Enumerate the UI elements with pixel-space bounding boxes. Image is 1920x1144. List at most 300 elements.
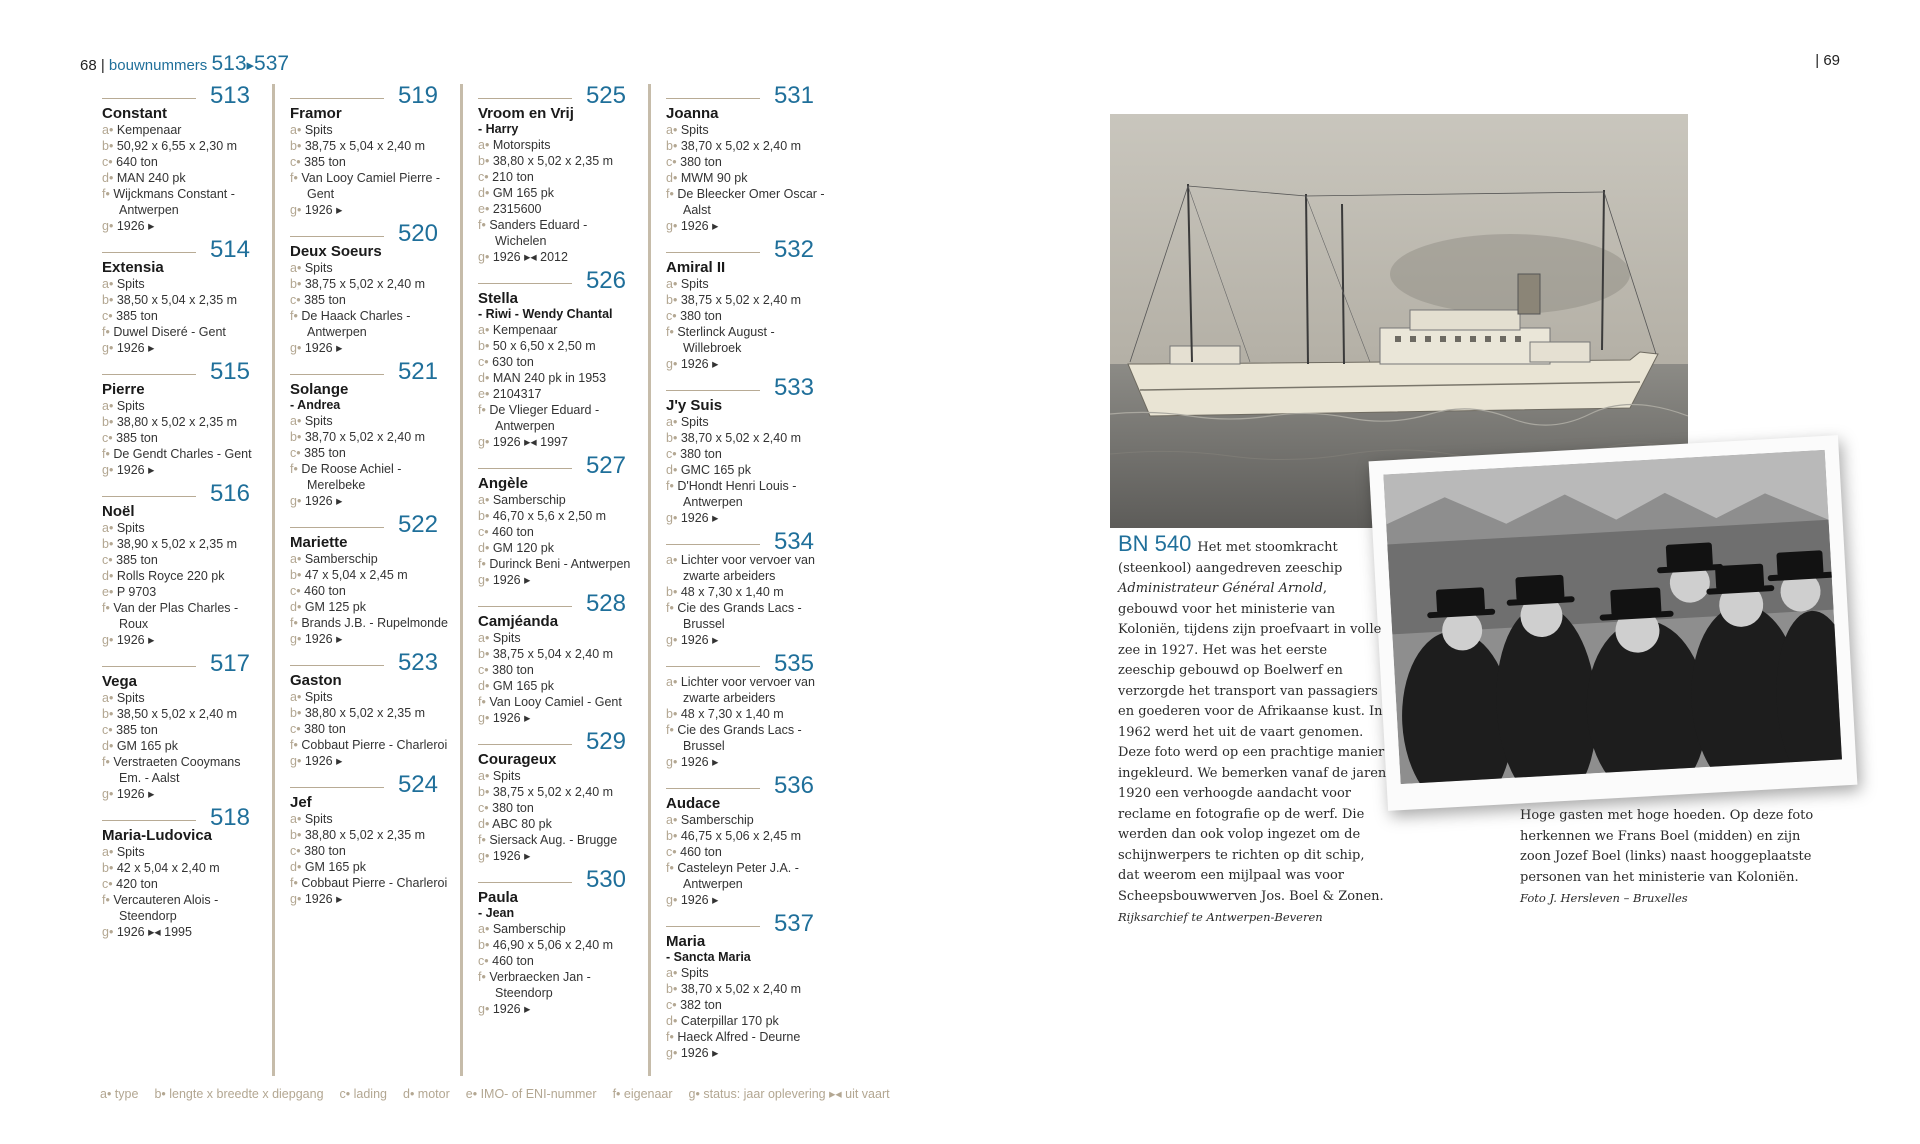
guests-caption-credit: Foto J. Hersleven – Bruxelles	[1520, 891, 1688, 905]
attribute-key: g•	[290, 203, 302, 217]
attribute-key: b•	[666, 293, 678, 307]
entry-rule	[666, 926, 760, 927]
ship-attribute	[102, 218, 262, 234]
attribute-value: 1926 ▸	[680, 219, 719, 233]
attribute-key: a•	[666, 675, 678, 689]
attribute-key: c•	[666, 447, 677, 461]
build-number: 520	[397, 220, 438, 247]
entry-header	[478, 866, 638, 893]
ship-attribute	[666, 340, 826, 356]
attribute-key: b•	[478, 647, 490, 661]
ship-attribute	[478, 508, 638, 524]
caption-text-2: , gebouwd voor het ministerie van Koloniën, tijdens zijn proefvaart in volle zee in 1927. Het was het eerste zeeschip gebouwd op Boelwerf en verzorgde het transport van passagiers en goederen voor de Afrikaanse kust. In 1962 werd het uit de vaart genomen. Deze foto werd op een prachtige manier ingekleurd. We bemerken vanaf de jaren 1920 een verhoogde aandacht voor reclame en fotografie op de werf. Die werden dan ook volop ingezet om de schijnwerpers te richten op dit schip, dat weerom een mijlpaal was voor Scheepsbouwwerven Jos. Boel & Zonen.	[1118, 581, 1387, 904]
attribute-value: GM 165 pk	[492, 679, 554, 693]
attribute-value: 46,75 x 5,06 x 2,45 m	[680, 829, 802, 843]
attribute-value: 38,70 x 5,02 x 2,40 m	[680, 982, 802, 996]
ship-attribute	[290, 583, 450, 599]
ship-attribute	[666, 616, 826, 632]
ship-attribute	[666, 584, 826, 600]
attribute-key: g•	[666, 219, 678, 233]
attribute-key: a•	[666, 277, 678, 291]
entry-rule	[478, 744, 572, 745]
entry-header	[478, 452, 638, 479]
attribute-value: 1926 ▸	[492, 573, 531, 587]
attribute-key: f•	[666, 479, 674, 493]
ship-name: Maria	[666, 933, 706, 950]
build-number: 536	[773, 772, 814, 799]
attribute-value: 460 ton	[304, 584, 346, 598]
attribute-key: b•	[666, 707, 678, 721]
entry-rule	[666, 252, 760, 253]
attribute-value: GM 125 pk	[304, 600, 366, 614]
attribute-value: 46,90 x 5,06 x 2,40 m	[492, 938, 614, 952]
attribute-value: 2315600	[492, 202, 542, 216]
ship-name: Amiral II	[666, 259, 726, 276]
ship-alias: - Jean	[478, 906, 515, 920]
attribute-key: g•	[478, 250, 490, 264]
attribute-value: 38,80 x 5,02 x 2,35 m	[304, 828, 426, 842]
ship-attribute	[102, 276, 262, 292]
ship-entry	[478, 84, 638, 265]
attribute-value: 380 ton	[680, 155, 722, 169]
attribute-value: 1926 ▸	[116, 341, 155, 355]
entry-rule	[478, 98, 572, 99]
attribute-value: 1926 ▸	[304, 754, 343, 768]
ship-attribute	[290, 186, 450, 202]
ship-name: Angèle	[478, 475, 529, 492]
attribute-value: 385 ton	[304, 446, 346, 460]
attribute-value: 1926 ▸	[492, 1002, 531, 1016]
ship-attribute	[290, 461, 450, 477]
ship-attribute	[290, 276, 450, 292]
ship-attribute	[290, 551, 450, 567]
build-number: 515	[209, 358, 250, 385]
attribute-value: 50,92 x 6,55 x 2,30 m	[116, 139, 238, 153]
attribute-value: 38,50 x 5,02 x 2,40 m	[116, 707, 238, 721]
ship-attribute	[290, 891, 450, 907]
ship-attribute	[102, 186, 262, 202]
attribute-value: Haeck Alfred - Deurne	[677, 1030, 801, 1044]
build-number: 522	[397, 511, 438, 538]
legend-item: e• IMO- of ENI-nummer	[465, 1087, 597, 1101]
entry-header	[290, 220, 450, 247]
attribute-value: Sterlinck August -	[677, 325, 775, 339]
entry-header	[666, 82, 826, 109]
ship-attribute	[478, 354, 638, 370]
ship-name: Stella	[478, 290, 519, 307]
ship-attribute	[666, 356, 826, 372]
attribute-value: 1926 ▸	[680, 633, 719, 647]
attribute-value: 1926 ▸	[304, 632, 343, 646]
ship-attribute	[666, 965, 826, 981]
attribute-value: Spits	[304, 123, 333, 137]
attribute-value: Spits	[304, 261, 333, 275]
attribute-value: Samberschip	[492, 493, 566, 507]
ship-attribute	[290, 737, 450, 753]
legend-item: c• lading	[339, 1087, 387, 1101]
attribute-key: a•	[478, 631, 490, 645]
ship-attribute	[290, 811, 450, 827]
attribute-value: 385 ton	[116, 309, 158, 323]
attribute-key: a•	[666, 966, 678, 980]
ship-attribute	[666, 706, 826, 722]
attribute-value: Duwel Diseré - Gent	[113, 325, 226, 339]
attribute-key: c•	[102, 877, 113, 891]
attribute-key: a•	[102, 845, 114, 859]
attribute-key: d•	[478, 371, 490, 385]
ship-attribute	[478, 338, 638, 354]
range-arrow-icon: ▸	[246, 57, 255, 74]
attribute-value: 38,75 x 5,02 x 2,40 m	[680, 293, 802, 307]
attribute-key: g•	[102, 787, 114, 801]
entry-header	[478, 82, 638, 109]
attribute-value: MWM 90 pk	[680, 171, 748, 185]
attribute-key: a•	[478, 323, 490, 337]
attribute-value: Antwerpen	[119, 203, 179, 217]
ship-attribute	[290, 689, 450, 705]
attribute-key: b•	[102, 139, 114, 153]
ship-attribute	[478, 153, 638, 169]
attribute-value: 1926 ▸	[492, 711, 531, 725]
ship-attribute	[666, 308, 826, 324]
guests-photo	[1369, 435, 1858, 811]
attribute-key: f•	[478, 218, 486, 232]
attribute-value: GM 165 pk	[304, 860, 366, 874]
attribute-value: Van Looy Camiel - Gent	[489, 695, 622, 709]
ship-attribute	[290, 429, 450, 445]
ship-attribute	[102, 414, 262, 430]
ship-entry	[102, 806, 262, 940]
attribute-key: g•	[102, 463, 114, 477]
ship-name: Vroom en Vrij	[478, 105, 574, 122]
column-divider	[272, 84, 275, 1076]
ship-attribute	[478, 322, 638, 338]
ship-attribute	[290, 859, 450, 875]
ship-attribute	[666, 632, 826, 648]
ship-attribute	[666, 292, 826, 308]
attribute-value: 385 ton	[304, 293, 346, 307]
attribute-key: g•	[478, 573, 490, 587]
attribute-key: b•	[102, 415, 114, 429]
entry-header	[478, 590, 638, 617]
ship-attribute	[290, 138, 450, 154]
entry-rule	[290, 374, 384, 375]
ship-attribute	[666, 462, 826, 478]
attribute-value: GM 165 pk	[492, 186, 554, 200]
entry-header	[666, 236, 826, 263]
ship-attribute	[102, 706, 262, 722]
attribute-value: 1926 ▸	[304, 203, 343, 217]
legend	[100, 1086, 906, 1101]
ship-attribute	[290, 308, 450, 324]
attribute-key: c•	[478, 801, 489, 815]
attribute-value: 1926 ▸◂ 2012	[492, 250, 568, 264]
attribute-value: Durinck Beni - Antwerpen	[489, 557, 631, 571]
ship-attribute	[666, 876, 826, 892]
attribute-key: a•	[290, 123, 302, 137]
entry-header	[290, 511, 450, 538]
ship-attribute	[666, 324, 826, 340]
ship-attribute	[290, 843, 450, 859]
ship-attribute	[478, 800, 638, 816]
entry-rule	[478, 606, 572, 607]
guests-caption	[1520, 806, 1820, 909]
attribute-value: Spits	[680, 415, 709, 429]
attribute-key: d•	[666, 1014, 678, 1028]
ship-attribute	[478, 370, 638, 386]
ship-entry	[290, 513, 450, 647]
ship-attribute	[478, 694, 638, 710]
ship-entry	[478, 730, 638, 864]
attribute-value: 48 x 7,30 x 1,40 m	[680, 707, 784, 721]
entry-header	[666, 374, 826, 401]
attribute-value: 420 ton	[116, 877, 158, 891]
attribute-value: Steendorp	[495, 986, 553, 1000]
ship-name: Solange	[290, 381, 349, 398]
ship-entry	[102, 482, 262, 648]
ship-alias: - Andrea	[290, 398, 341, 412]
attribute-value: 380 ton	[680, 309, 722, 323]
attribute-value: 380 ton	[304, 722, 346, 736]
ship-attribute	[102, 552, 262, 568]
attribute-key: c•	[102, 723, 113, 737]
attribute-value: Samberschip	[680, 813, 754, 827]
range-start: 513	[211, 52, 247, 75]
ship-attribute	[666, 510, 826, 526]
attribute-value: GM 165 pk	[116, 739, 178, 753]
ship-attribute	[290, 292, 450, 308]
ship-attribute	[666, 754, 826, 770]
entry-header	[666, 650, 826, 677]
attribute-value: 1926 ▸	[680, 357, 719, 371]
attribute-key: b•	[290, 568, 302, 582]
ship-attribute	[666, 1013, 826, 1029]
ship-attribute	[666, 892, 826, 908]
attribute-value: 460 ton	[492, 525, 534, 539]
attribute-value: GMC 165 pk	[680, 463, 751, 477]
ship-attribute	[290, 875, 450, 891]
attribute-key: f•	[290, 309, 298, 323]
attribute-value: Willebroek	[683, 341, 742, 355]
attribute-key: g•	[290, 494, 302, 508]
legend-item: g• status: jaar oplevering ▸◂ uit vaart	[688, 1087, 890, 1101]
attribute-key: b•	[102, 707, 114, 721]
attribute-value: Spits	[116, 845, 145, 859]
ship-attribute	[478, 556, 638, 572]
ship-attribute	[102, 138, 262, 154]
attribute-value: 210 ton	[492, 170, 534, 184]
attribute-value: Spits	[116, 399, 145, 413]
ship-attribute	[666, 600, 826, 616]
attribute-value: D'Hondt Henri Louis -	[677, 479, 797, 493]
attribute-value: 38,75 x 5,02 x 2,40 m	[304, 277, 426, 291]
ship-attribute	[102, 722, 262, 738]
ship-attribute	[290, 493, 450, 509]
build-number: 519	[397, 82, 438, 109]
ship-attribute	[478, 217, 638, 233]
ship-attribute	[478, 169, 638, 185]
attribute-key: a•	[290, 552, 302, 566]
entry-rule	[102, 820, 196, 821]
attribute-value: Brussel	[683, 617, 725, 631]
ship-attribute	[102, 154, 262, 170]
attribute-key: b•	[478, 509, 490, 523]
attribute-key: f•	[666, 861, 674, 875]
attribute-value: 38,80 x 5,02 x 2,35 m	[492, 154, 614, 168]
build-number: 530	[585, 866, 626, 893]
attribute-value: zwarte arbeiders	[683, 691, 776, 705]
ship-attribute	[478, 185, 638, 201]
column-1	[102, 84, 262, 940]
build-number: 534	[773, 528, 814, 555]
ship-attribute	[666, 154, 826, 170]
ship-attribute	[666, 122, 826, 138]
attribute-key: b•	[290, 139, 302, 153]
attribute-key: b•	[290, 277, 302, 291]
attribute-key: g•	[102, 633, 114, 647]
attribute-key: g•	[102, 925, 114, 939]
attribute-value: P 9703	[116, 585, 157, 599]
attribute-key: f•	[102, 601, 110, 615]
attribute-key: c•	[666, 155, 677, 169]
ship-attribute	[290, 753, 450, 769]
build-number: 533	[773, 374, 814, 401]
attribute-value: Brands J.B. - Rupelmonde	[301, 616, 448, 630]
attribute-value: 1926 ▸	[492, 849, 531, 863]
attribute-value: 385 ton	[304, 155, 346, 169]
attribute-value: Caterpillar 170 pk	[680, 1014, 779, 1028]
ship-attribute	[102, 568, 262, 584]
attribute-value: Cobbaut Pierre - Charleroi	[301, 876, 448, 890]
attribute-value: De Vlieger Eduard -	[489, 403, 600, 417]
entry-header	[666, 772, 826, 799]
ship-attribute	[666, 860, 826, 876]
attribute-value: Cobbaut Pierre - Charleroi	[301, 738, 448, 752]
attribute-key: f•	[478, 695, 486, 709]
ship-attribute	[666, 276, 826, 292]
build-number: 524	[397, 771, 438, 798]
ship-attribute	[478, 921, 638, 937]
attribute-value: Spits	[116, 691, 145, 705]
build-number: 526	[585, 267, 626, 294]
attribute-value: 1926 ▸	[680, 511, 719, 525]
ship-attribute	[478, 386, 638, 402]
ship-attribute	[478, 249, 638, 265]
ship-name: Extensia	[102, 259, 164, 276]
attribute-value: 1926 ▸	[116, 463, 155, 477]
attribute-key: f•	[102, 325, 110, 339]
attribute-value: 1926 ▸	[116, 633, 155, 647]
attribute-value: Antwerpen	[683, 495, 743, 509]
attribute-key: c•	[102, 155, 113, 169]
ship-name: Deux Soeurs	[290, 243, 382, 260]
attribute-key: g•	[290, 754, 302, 768]
attribute-key: g•	[290, 341, 302, 355]
attribute-value: Kempenaar	[116, 123, 182, 137]
ship-attribute	[290, 599, 450, 615]
attribute-key: f•	[290, 876, 298, 890]
attribute-value: 630 ton	[492, 355, 534, 369]
ship-attribute	[102, 616, 262, 632]
ship-attribute	[478, 678, 638, 694]
ship-name: Audace	[666, 795, 721, 812]
ship-attribute	[478, 662, 638, 678]
ship-attribute	[102, 308, 262, 324]
attribute-key: f•	[666, 187, 674, 201]
ship-name: Mariette	[290, 534, 348, 551]
attribute-value: 38,80 x 5,02 x 2,35 m	[304, 706, 426, 720]
attribute-key: d•	[102, 171, 114, 185]
attribute-key: b•	[478, 785, 490, 799]
ship-name: Jef	[290, 794, 312, 811]
ship-attribute	[666, 138, 826, 154]
attribute-key: g•	[666, 357, 678, 371]
entry-header	[290, 358, 450, 385]
attribute-value: 1926 ▸	[116, 787, 155, 801]
ship-attribute	[290, 631, 450, 647]
attribute-value: 1926 ▸◂ 1997	[492, 435, 568, 449]
attribute-value: 38,50 x 5,04 x 2,35 m	[116, 293, 238, 307]
ship-attribute	[666, 690, 826, 706]
attribute-value: Casteleyn Peter J.A. -	[677, 861, 799, 875]
attribute-key: f•	[478, 403, 486, 417]
attribute-key: g•	[478, 435, 490, 449]
attribute-value: 42 x 5,04 x 2,40 m	[116, 861, 220, 875]
ship-attribute	[102, 122, 262, 138]
attribute-key: f•	[666, 325, 674, 339]
attribute-value: Spits	[680, 966, 709, 980]
attribute-value: ABC 80 pk	[492, 817, 552, 831]
attribute-value: 1926 ▸	[680, 1046, 719, 1060]
ship-name: Framor	[290, 105, 342, 122]
attribute-value: Spits	[304, 812, 333, 826]
attribute-value: Vercauteren Alois -	[113, 893, 219, 907]
entry-rule	[666, 544, 760, 545]
attribute-key: c•	[102, 431, 113, 445]
column-4	[666, 84, 826, 1061]
attribute-key: a•	[290, 414, 302, 428]
ship-name: Paula	[478, 889, 519, 906]
ship-entry	[666, 376, 826, 526]
column-2	[290, 84, 450, 907]
entry-header	[290, 82, 450, 109]
ship-attribute	[666, 981, 826, 997]
guests-caption-text: Hoge gasten met hoge hoeden. Op deze foto herkennen we Frans Boel (midden) en zijn zoon Jozef Boel (links) naast hooggeplaatste personen van het ministerie van Koloniën.	[1520, 808, 1814, 885]
attribute-value: Rolls Royce 220 pk	[116, 569, 225, 583]
attribute-value: 38,75 x 5,04 x 2,40 m	[304, 139, 426, 153]
attribute-value: Antwerpen	[307, 325, 367, 339]
entry-rule	[102, 252, 196, 253]
attribute-key: f•	[290, 462, 298, 476]
attribute-value: De Gendt Charles - Gent	[113, 447, 252, 461]
attribute-key: c•	[290, 155, 301, 169]
attribute-key: b•	[666, 982, 678, 996]
attribute-key: d•	[102, 739, 114, 753]
attribute-key: g•	[290, 892, 302, 906]
attribute-value: 1926 ▸	[304, 892, 343, 906]
build-number: 517	[209, 650, 250, 677]
attribute-key: d•	[666, 463, 678, 477]
ship-attribute	[102, 600, 262, 616]
attribute-value: Siersack Aug. - Brugge	[489, 833, 618, 847]
entry-header	[290, 649, 450, 676]
attribute-key: f•	[478, 970, 486, 984]
attribute-key: a•	[478, 769, 490, 783]
right-page-number: | 69	[1815, 52, 1840, 69]
ship-attribute	[290, 202, 450, 218]
attribute-key: c•	[290, 446, 301, 460]
attribute-key: a•	[478, 493, 490, 507]
